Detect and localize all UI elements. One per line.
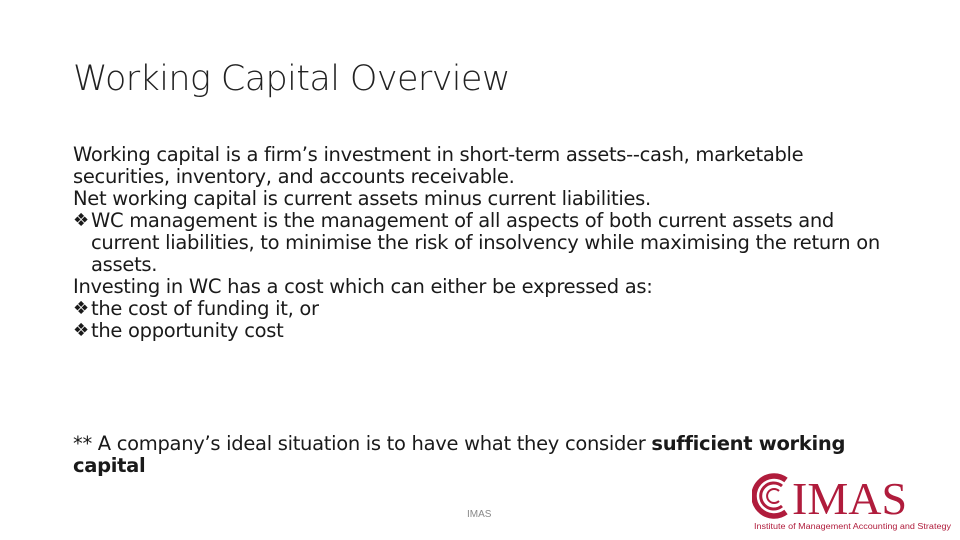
logo-tagline: Institute of Management Accounting and Strategy <box>754 522 951 531</box>
diamond-bullet-icon: ❖ <box>73 298 89 319</box>
diamond-bullet-icon: ❖ <box>73 320 89 341</box>
slide-body <box>73 144 903 342</box>
footnote <box>73 433 853 477</box>
logo-wordmark: IMAS <box>792 473 908 524</box>
imas-logo <box>752 470 957 532</box>
slide-footer: IMAS <box>467 509 492 520</box>
bullet-text: WC management is the management of all aspects of both current assets and current liabilities, to minimise the risk of insolvency while maximising the return on assets. <box>91 209 880 276</box>
body-paragraph: Working capital is a firm’s investment in short-term assets--cash, marketable securities, inventory, and accounts receivable. <box>73 143 804 188</box>
footnote-emphasis: sufficient working capital <box>73 432 846 477</box>
bullet-item <box>73 210 903 276</box>
body-paragraph: Net working capital is current assets minus current liabilities. <box>73 187 651 210</box>
bullet-text: the cost of funding it, or <box>91 297 319 320</box>
body-paragraph: Investing in WC has a cost which can either be expressed as: <box>73 275 653 298</box>
footnote-text: ** A company’s ideal situation is to have what they consider <box>73 432 652 455</box>
bullet-item <box>73 298 903 320</box>
diamond-bullet-icon: ❖ <box>73 210 89 231</box>
slide-title: Working Capital Overview <box>73 59 510 99</box>
bullet-item <box>73 320 903 342</box>
bullet-text: the opportunity cost <box>91 319 284 342</box>
